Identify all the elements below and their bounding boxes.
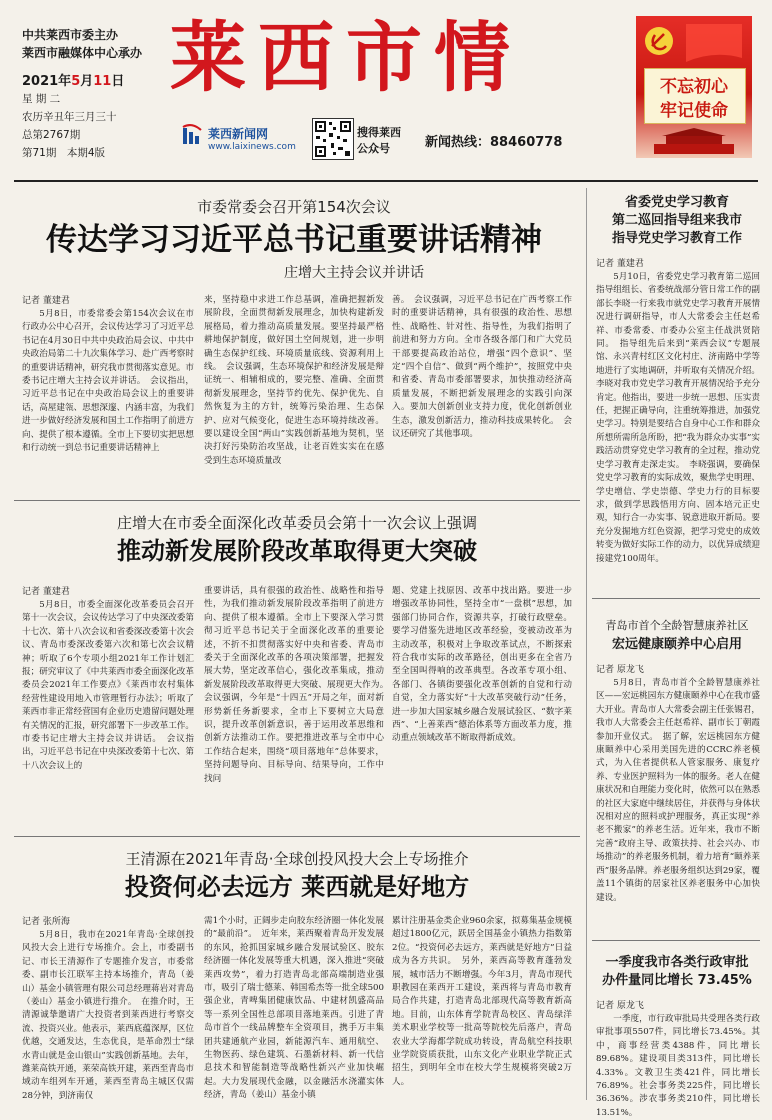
article1-kicker: 市委常委会召开第154次会议 bbox=[197, 198, 391, 216]
sidebar-separator bbox=[586, 188, 587, 1100]
sidebar3-author: 记者 原龙飞 bbox=[596, 1001, 644, 1011]
hotline-label: 新闻热线： bbox=[425, 135, 491, 150]
site-logo-icon bbox=[182, 124, 202, 146]
article3-col2: 需1个小时，正阔步走向胶东经济圈一体化发展的“最前沿”。 近年来，莱西聚着青岛开发发展的东风，抢抓国家城乡融合发展试验区、胶东经济圈一体化发展等重大机遇，深入推进“突破莱西攻势”，着力打造青岛北部高端制造业强市，吸引了瑞士德莱、韩国希杰等一批全球500强企业，青啤集团健康饮品、中建材凯盛高品等一系列全国性总部项目落地莱西。引进了青岛市首个一线品牌整车全资项目，携手万丰集团共建通航产业园，新能源汽车、通用航空、生物医药、绿色建筑、石墨新材料、新一代信息技术和智能制造等战略性新兴产业加快崛起。大力发展现代金融，以金融活水浇灌实体经济，青岛（姜山）基金小镇 bbox=[204, 916, 384, 1101]
org-line2: 莱西市融媒体中心承办 bbox=[22, 46, 143, 60]
qr-text-line1: 搜得莱西 bbox=[357, 126, 401, 139]
org-line1: 中共莱西市委主办 bbox=[22, 28, 119, 42]
badge-line2: 牢记使命 bbox=[660, 101, 728, 121]
lunar-date: 农历辛丑年三月三十 bbox=[22, 111, 117, 123]
sidebar1-headline-line1: 省委党史学习教育 bbox=[624, 195, 729, 210]
date-day-suffix: 日 bbox=[111, 74, 125, 89]
article3-col3: 累计注册基金类企业960余家，拟募集基金规模超过1800亿元，跃居全国基金小镇热力指数第2位。“投资何必去远方，莱西就是好地方”日益成为各方共识。 另外，莱西高等教育蓬勃发展，城市活力不断增强。今年3月，青岛市现代职教园在莱西开工建设，莱西将与青岛市教育局合作共建，打造青岛北部现代高等教育新高地。目前，山东体育学院青岛校区、青岛绿洋美术职业学校等一批高等院校先后落户，青岛农业大学海都学院成功转设，青岛航空科技职业学院资质获批，山东文化产业职业学院正式招生，到明年全市在校大学生规模将突破2万人。 bbox=[392, 916, 572, 1087]
article1-subhead: 庄增大主持会议并讲话 bbox=[284, 265, 424, 281]
sidebar1-headline-line2: 第二巡回指导组来我市 bbox=[611, 213, 742, 228]
site-url[interactable]: www.laixinews.com bbox=[208, 142, 296, 152]
sidebar2-kicker: 青岛市首个全龄智慧康养社区 bbox=[605, 619, 749, 632]
badge-flag-icon bbox=[686, 24, 742, 64]
article1-divider bbox=[14, 500, 580, 501]
date-year: 2021年 bbox=[22, 74, 72, 89]
sidebar1-body: 5月10日，省委党史学习教育第二巡回指导组组长、省委统战部分管日常工作的副部长李晓一行来我市就党史学习教育开展情况进行调研指导，市人大常委会主任赵希祥、市委常委、市委办公室主任战洪贤陪同。 指导组先后来到“莱西会议”专题展馆、永兴青村红区文化村庄、济南路中学等地进行了实地调研，并听取有关情况介绍。李晓对我市党史学习教育开展情况给予充分肯定。他指出，要进一步统一思想、压实责任，把握正确导向，注重统筹推进，加强党史学习。特别是要结合自身中心工作和群众所想所需所急所盼，把“我为群众办实事”实践活动贯穿党史学习教育的全过程，推动党史学习教育走深走实。 李晓强调，要确保党史学习教育的实际成效，聚焦学史明理、学史增信、学史崇德、学史力行的目标要求，做到学思践悟用方向、固本培元正史观，知行合一办实事、锐意进取开新局。要充分发掘地方红色资源，把学习党史的成效转变为做好实际工作的动力，以优异成绩迎接建党100周年。 bbox=[596, 272, 760, 564]
qr-text-line2: 公众号 bbox=[357, 142, 390, 155]
tiananmen-icon bbox=[654, 128, 734, 154]
sidebar3-headline-line1: 一季度我市各类行政审批 bbox=[605, 955, 749, 970]
article2-col1: 5月8日，市委全面深化改革委员会召开第十一次会议，会议传达学习了中央深改委第十七次、第十八次会议和省委深改委第十次会议、青岛市委深改委第六次和第七次会议精神；听取了6个专项小组2021年工作计划汇报；研究审议了《中共莱西市委全面深化改革委员会2021年工作要点》《莱西市农村集体经营性建设用地入市管理暂行办法》；听取了莱西市非正常经营国有企业历史遗留问题处理有关情况的汇报，研究部署下一步改革工作。市委书记庄增大主持会议并讲话。 会议指出，习近平总书记在中央深改委第十七次、第十八次会议上的 bbox=[22, 600, 194, 771]
article1-col1: 5月8日，市委常委会第154次会议在市行政办公中心召开，会议传达学习了习近平总书记在4月30日中共中央政治局会议、中共中央政治局第二十九次集体学习、赴广西考察时的重要讲话精神，研究我市贯彻落实意见。市委书记庄增大主持会议并讲话。 会议指出，习近平总书记在中央政治局会议上的重要讲话，高屋建瓴、思想深邃、内涵丰富，为我们进一步做好经济发展和国土工作指明了前进方向、提供了根本遵循。全市上下要切实把思想和行动统一到总书记重要讲话精神上 bbox=[22, 309, 194, 454]
party-badge bbox=[636, 16, 752, 158]
sidebar3-body: 一季度，市行政审批局共受理各类行政审批事项5507件，同比增长73.45%。其中，商事经营类4388件，同比增长89.68%。建设项目类313件，同比增长4.33%。文教卫生类421件，同比增长76.89%。社会事务类225件，同比增长36.36%。涉农事务类210件，同比增长13.51%。 bbox=[596, 1014, 760, 1118]
hotline bbox=[425, 131, 562, 150]
date-line bbox=[22, 70, 124, 89]
date-day: 11 bbox=[93, 74, 112, 89]
article2-kicker: 庄增大在市委全面深化改革委员会第十一次会议上强调 bbox=[116, 514, 477, 532]
date-month-suffix: 月 bbox=[80, 74, 94, 89]
masthead bbox=[0, 0, 772, 178]
article3-author: 记者 张所海 bbox=[22, 917, 70, 927]
sidebar3-headline-line2: 办件量同比增长 73.45% bbox=[602, 973, 752, 988]
article2-col3: 题、党建上找原因、改革中找出路。要进一步增强改革协同性，坚持全市“一盘棋”思想，加强部门协同合作，资源共享，打破行政壁垒。要学习借鉴先进地区改革经验，变被动改革为主动改革，积极对上争取改革试点，不断探索符合我市实际的改革路径，创出更多在全省乃至全国叫得响的改革典型。各改革专项小组、各部门、各镇街要强化改革创新的自觉和行动自觉，全力落实好“十大改革突破行动”任务，进一步加大国家城乡融合发展试验区、“数字莱西”、“上善莱西”德治体系等方面改革力度，推动重点领域改革不断取得新成效。 bbox=[392, 586, 572, 744]
sidebar1-headline-line3: 指导党史学习教育工作 bbox=[611, 231, 742, 246]
sidebar1-divider bbox=[592, 598, 760, 599]
issue-line: 第71期 本期4版 bbox=[22, 147, 106, 159]
issue-total: 总第2767期 bbox=[22, 129, 81, 141]
weekday: 星 期 二 bbox=[22, 93, 61, 105]
qr-code-icon bbox=[312, 118, 354, 160]
article1-author: 记者 董建君 bbox=[22, 296, 70, 306]
article2-divider bbox=[14, 836, 580, 837]
masthead-rule bbox=[14, 180, 758, 182]
sidebar2-body: 5月8日，青岛市首个全龄智慧康养社区——宏远桃园东方健康颐养中心在我市盛大开业。青岛市人大常委会副主任张锡君，我市人大常委会主任赵希祥、副市长丁朝霞参加开业仪式。 据了解，宏远桃园东方健康颐养中心采用美国先进的CCRC养老模式，为入住者提供私人管家服务、康复疗养、专业医护照料为一体的服务。老人在健康状况和自理能力变化时，依然可以在熟悉的社区大家庭中继续居住，并获得与身体状况相对应的照料或护理服务，真正实现“养老不搬家”的养老生活。近年来，我市不断完善“政府主导、政策扶持、社会兴办、市场推动”的养老服务机制，着力培育“颐养莱西”服务品牌。养老服务组织达到29家，覆盖11个镇街的居家社区养老服务中心加快建设。 bbox=[596, 678, 760, 903]
article3-col1: 5月8日，我市在2021年青岛·全球创投风投大会上进行专场推介。会上，市委副书记、市长王清源作了专题推介发言，市委常委、副市长江联军主持本场推介，青岛（姜山）基金小镇管理有限公司总经理蒋岩对青岛（姜山）基金小镇进行推介。 在推介时，王清源诚挚邀请广大投资者到莱西进行考察交流、投资兴业。他表示，莱西底蕴深厚，区位优越，交通发达，生态优良，是革命烈士“绿水青山就是金山银山”实践创新基地。去年，潍莱高铁开通，莱荣高铁开建，莱西至青岛市域动车组列车开通，莱西至青岛主城区仅需28分钟，到济南仅 bbox=[22, 930, 194, 1101]
article2-headline: 推动新发展阶段改革取得更大突破 bbox=[117, 537, 477, 565]
site-name: 莱西新闻网 bbox=[208, 127, 269, 141]
party-emblem-icon bbox=[644, 26, 674, 56]
hotline-number: 88460778 bbox=[490, 135, 563, 150]
badge-line1: 不忘初心 bbox=[660, 77, 728, 97]
date-month: 5 bbox=[71, 74, 81, 89]
article2-author: 记者 董建君 bbox=[22, 587, 70, 597]
article2-col2: 重要讲话，具有很强的政治性、战略性和指导性，为我们推动新发展阶段改革指明了前进方向、提供了根本遵循。全市上下要深入学习贯彻习近平总书记关于全面深化改革的重要论述，不折不扣贯彻落实好中央和省委、青岛市委关于全面深化改革的各项决策部署，把握发展大势，坚定改革信心，强化改革集成，推动新发展阶段改革取得更大突破、展现更大作为。 会议强调，今年是“十四五”开局之年，面对新形势新任务新要求，全市上下要树立大局意识，提升改革创新意识，善于运用改革思维和创新方法推动工作。要把推进改革与全市中心工作结合起来，围绕“项目落地年”总体要求，坚持问题导向、目标导向、结果导向，工作中找问 bbox=[204, 586, 393, 784]
sidebar1-author: 记者 董建君 bbox=[596, 259, 644, 269]
sidebar2-headline: 宏远健康颐养中心启用 bbox=[611, 637, 742, 652]
newspaper-title: 莱西市情 bbox=[170, 13, 522, 102]
article1-col3: 善。 会议强调，习近平总书记在广西考察工作时的重要讲话精神，具有很强的政治性、思想性、战略性、针对性、指导性，为我们指明了前进和努力方向。全市各级各部门和广大党员干部要提高政治站位，增强“四个意识”、坚定“四个自信”、做到“两个维护”，按照党中央和省委、青岛市委部署要求，加快推动经济高质量发展，不断把新发展理念的实践引向深入。要加大创新创业支持力度，优化创新创业生态，激发创新活力，推动科技成果转化。 会议还研究了其他事项。 bbox=[392, 295, 572, 440]
article3-kicker: 王清源在2021年青岛·全球创投风投大会上专场推介 bbox=[125, 850, 469, 868]
sidebar2-divider bbox=[592, 940, 760, 941]
article3-headline: 投资何必去远方 莱西就是好地方 bbox=[124, 873, 470, 901]
sidebar2-author: 记者 原龙飞 bbox=[596, 665, 644, 675]
article1-headline: 传达学习习近平总书记重要讲话精神 bbox=[46, 222, 542, 258]
article1-col2: 来，坚持稳中求进工作总基调，准确把握新发展阶段，全面贯彻新发展理念，加快构建新发展格局，着力推动高质量发展。要坚持最严格耕地保护制度，做好国土空间规划，进一步明确生态保护红线、环境质量底线、资源利用上线。 会议强调，生态环境保护和经济发展是辩证统一、相辅相成的，要完整、准确、全面贯彻新发展理念，坚持节约优先、保护优先、自然恢复为主的方针，统筹污染治理、生态保护、应对气候变化，促进生态环境持续改善。要以建设全国“两山”实践创新基地为契机，坚决打好污染防治攻坚战，让老百姓实实在在感受到生态环境质量改 bbox=[204, 295, 384, 466]
